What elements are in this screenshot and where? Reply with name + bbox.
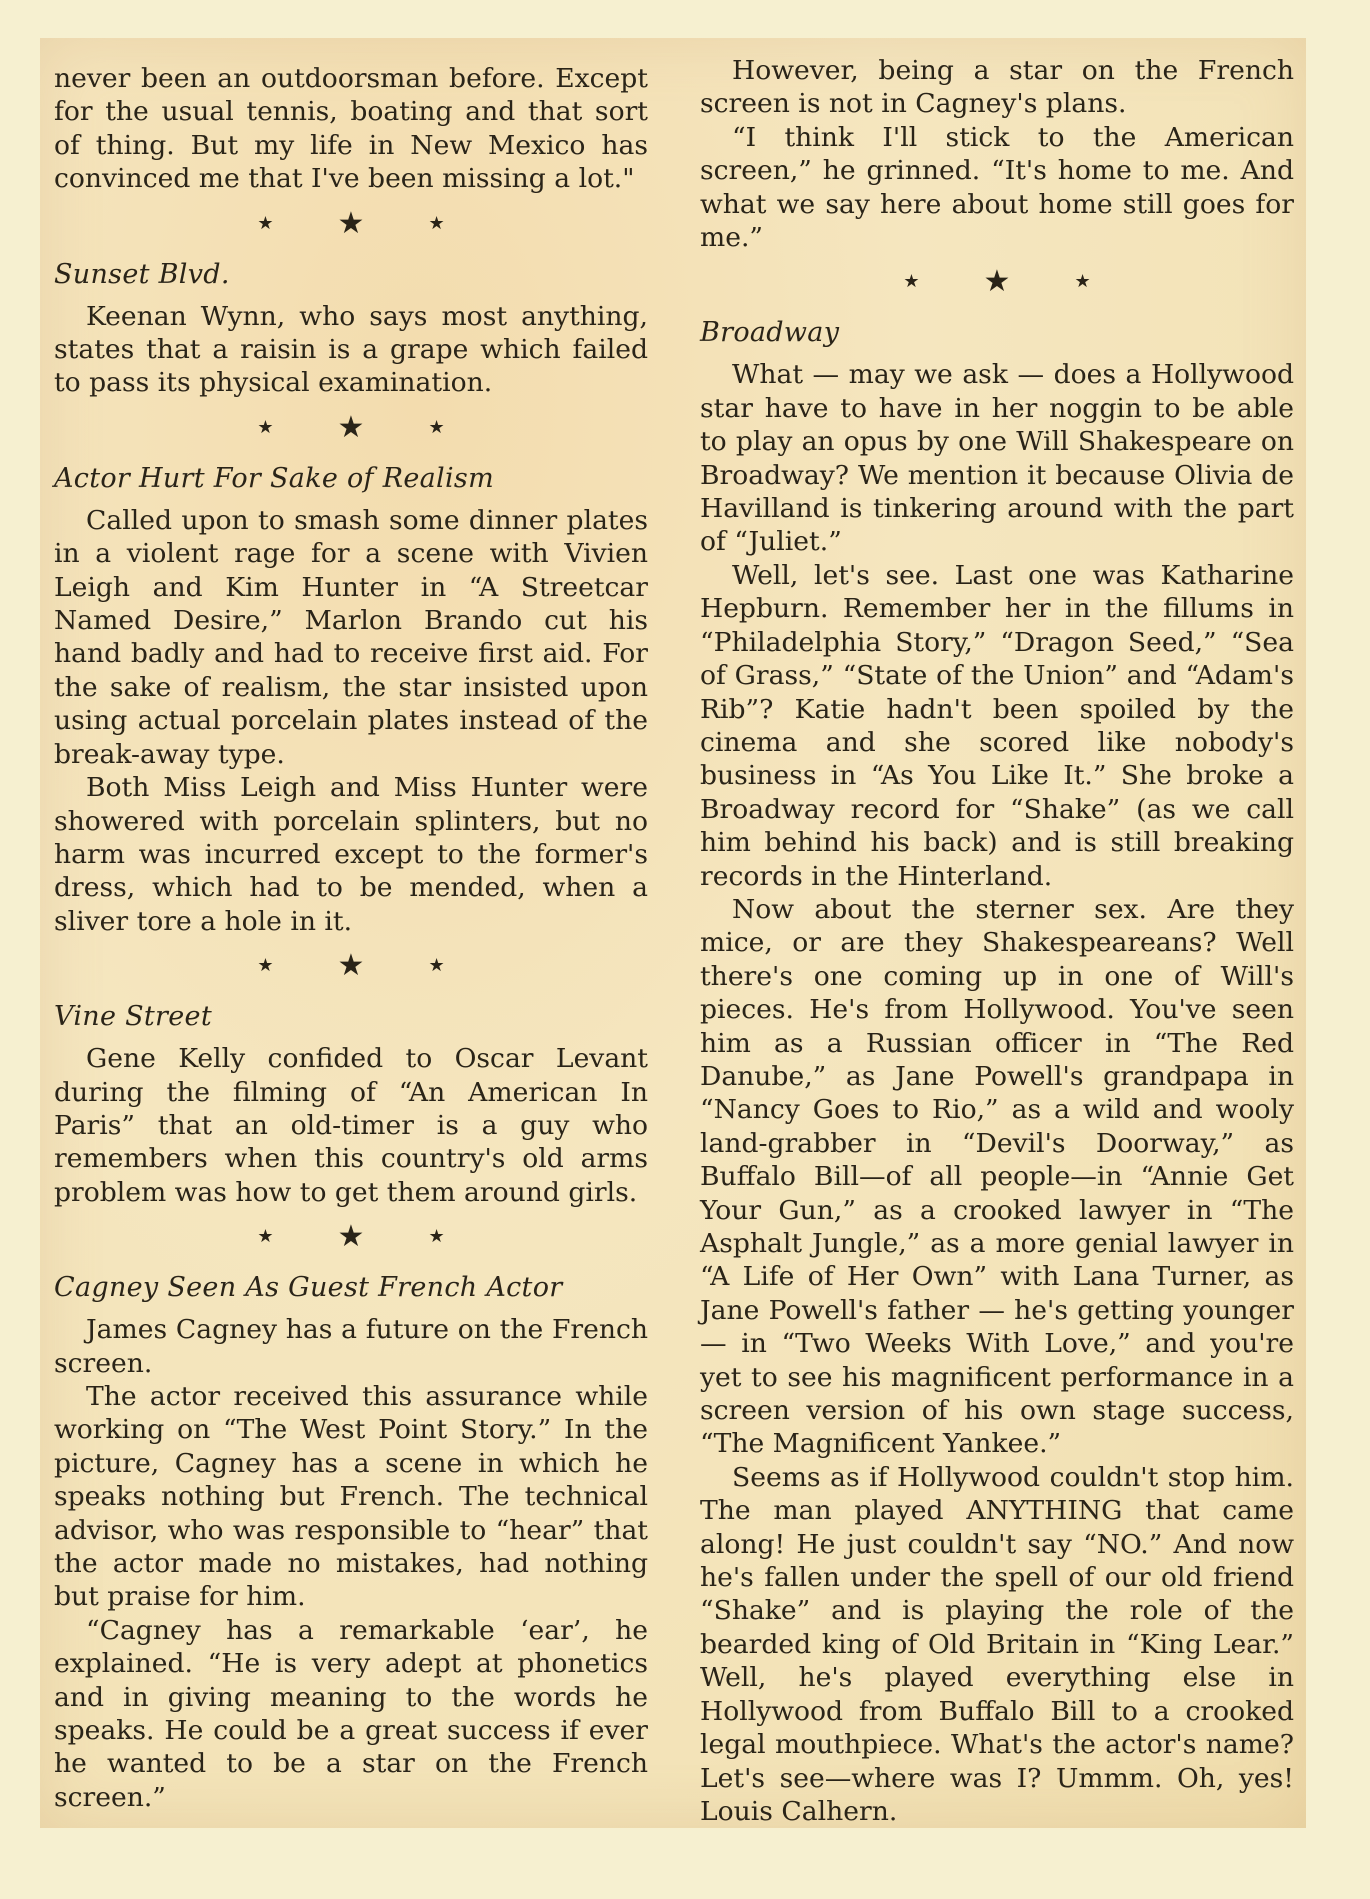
star-divider <box>700 262 1294 302</box>
section-heading-broadway: Broadway <box>700 317 840 349</box>
paragraph: Now about the sterner sex. Are they mice, or are they Shakespeareans? Well there's one coming up in one of Will's pieces. He's from Hollywood. You've seen him as a Russian officer in “The Red Danube,” as Jane Powell's grandpapa in “Nancy Goes to Rio,” as a wild and wooly land-grabber in “Devil's Doorway,” as Buffalo Bill—of all people—in “Annie Get Your Gun,” as a crooked lawyer in “The Asphalt Jungle,” as a more genial lawyer in “A Life of Her Own” with Lana Turner, as Jane Powell's father — he's getting younger — in “Two Weeks With Love,” and you're yet to see his magnificent performance in a screen version of his own stage success, “The Magnificent Yankee.” <box>700 893 1294 1460</box>
paragraph: Seems as if Hollywood couldn't stop him. The man played ANYTHING that came along! He just couldn't say “NO.” And now he's fallen under the spell of our old friend “Shake” and is playing the role of the bearded king of Old Britain in “King Lear.” Well, he's played everything else in Hollywood from Buffalo Bill to a crooked legal mouthpiece. What's the actor's name? Let's see—where was I? Ummm. Oh, yes! Louis Calhern. <box>700 1461 1294 1827</box>
right-column <box>700 54 1294 1828</box>
paragraph: However, being a star on the French screen is not in Cagney's plans. <box>700 55 1294 120</box>
section-heading-sunset-blvd: Sunset Blvd. <box>54 258 230 290</box>
large-star-icon: ★ <box>337 948 365 984</box>
paragraph: Keenan Wynn, who says most anything, states that a raisin is a grape which failed to pass its physical examination. <box>54 300 648 399</box>
small-star-icon: ★ <box>257 1226 274 1248</box>
section-heading-cagney: Cagney Seen As Guest French Actor <box>54 1272 563 1304</box>
paragraph: What — may we ask — does a Hollywood star have to have in her noggin to be able to play an opus by one Will Shakespeare on Broadway? We mention it because Olivia de Havilland is tinkering around with the part of “Juliet.” <box>700 359 1294 558</box>
large-star-icon: ★ <box>337 409 365 445</box>
large-star-icon: ★ <box>337 1219 365 1255</box>
paragraph: Both Miss Leigh and Miss Hunter were showered with porcelain splinters, but no harm was incurred except to the former's dress, which had to be mended, when a sliver tore a hole in it. <box>54 772 648 937</box>
small-star-icon: ★ <box>428 212 445 234</box>
small-star-icon: ★ <box>257 416 274 438</box>
small-star-icon: ★ <box>428 1226 445 1248</box>
paragraph: The actor received this assurance while working on “The West Point Story.” In the picture, Cagney has a scene in which he speaks nothing but French. The technical advisor, who was responsible to “hear” that the actor made no mistakes, had nothing but praise for him. <box>54 1380 648 1613</box>
small-star-icon: ★ <box>257 955 274 977</box>
paragraph: Well, let's see. Last one was Katharine Hepburn. Remember her in the fillums in “Philadelphia Story,” “Dragon Seed,” “Sea of Grass,” “State of the Union” and “Adam's Rib”? Katie hadn't been spoiled by the cinema and she scored like nobody's business in “As You Like It.” She broke a Broadway record for “Shake” (as we call him behind his back) and is still breaking records in the Hinterland. <box>700 559 1294 892</box>
small-star-icon: ★ <box>1074 271 1091 293</box>
small-star-icon: ★ <box>257 212 274 234</box>
star-divider <box>54 204 648 244</box>
small-star-icon: ★ <box>428 955 445 977</box>
star-divider <box>54 1217 648 1257</box>
left-column <box>54 62 648 1814</box>
paragraph: James Cagney has a future on the French screen. <box>54 1314 648 1379</box>
star-divider <box>54 408 648 448</box>
star-divider <box>54 946 648 986</box>
section-heading-vine-street: Vine Street <box>54 1001 212 1033</box>
paragraph: “I think I'll stick to the American screen,” he grinned. “It's home to me. And what we say here about home still goes for me.” <box>700 121 1294 254</box>
paragraph: Gene Kelly confided to Oscar Levant during the filming of “An American In Paris” that an old-timer is a guy who remembers when this country's old arms problem was how to get them around girls. <box>54 1043 648 1208</box>
section-heading-actor-hurt: Actor Hurt For Sake of Realism <box>54 462 494 494</box>
intro-paragraph: never been an outdoorsman before. Except for the usual tennis, boating and that sort of thing. But my life in New Mexico has convinced me that I've been missing a lot." <box>54 63 648 195</box>
paragraph: “Cagney has a remarkable ‘ear’, he explained. “He is very adept at phonetics and in giving meaning to the words he speaks. He could be a great success if ever he wanted to be a star on the French screen.” <box>54 1614 648 1813</box>
small-star-icon: ★ <box>428 416 445 438</box>
large-star-icon: ★ <box>337 205 365 241</box>
paragraph: Called upon to smash some dinner plates in a violent rage for a scene with Vivien Leigh and Kim Hunter in “A Streetcar Named Desire,” Marlon Brando cut his hand badly and had to receive first aid. For the sake of realism, the star insisted upon using actual porcelain plates instead of the break-away type. <box>54 504 648 770</box>
large-star-icon: ★ <box>983 264 1011 300</box>
small-star-icon: ★ <box>903 271 920 293</box>
